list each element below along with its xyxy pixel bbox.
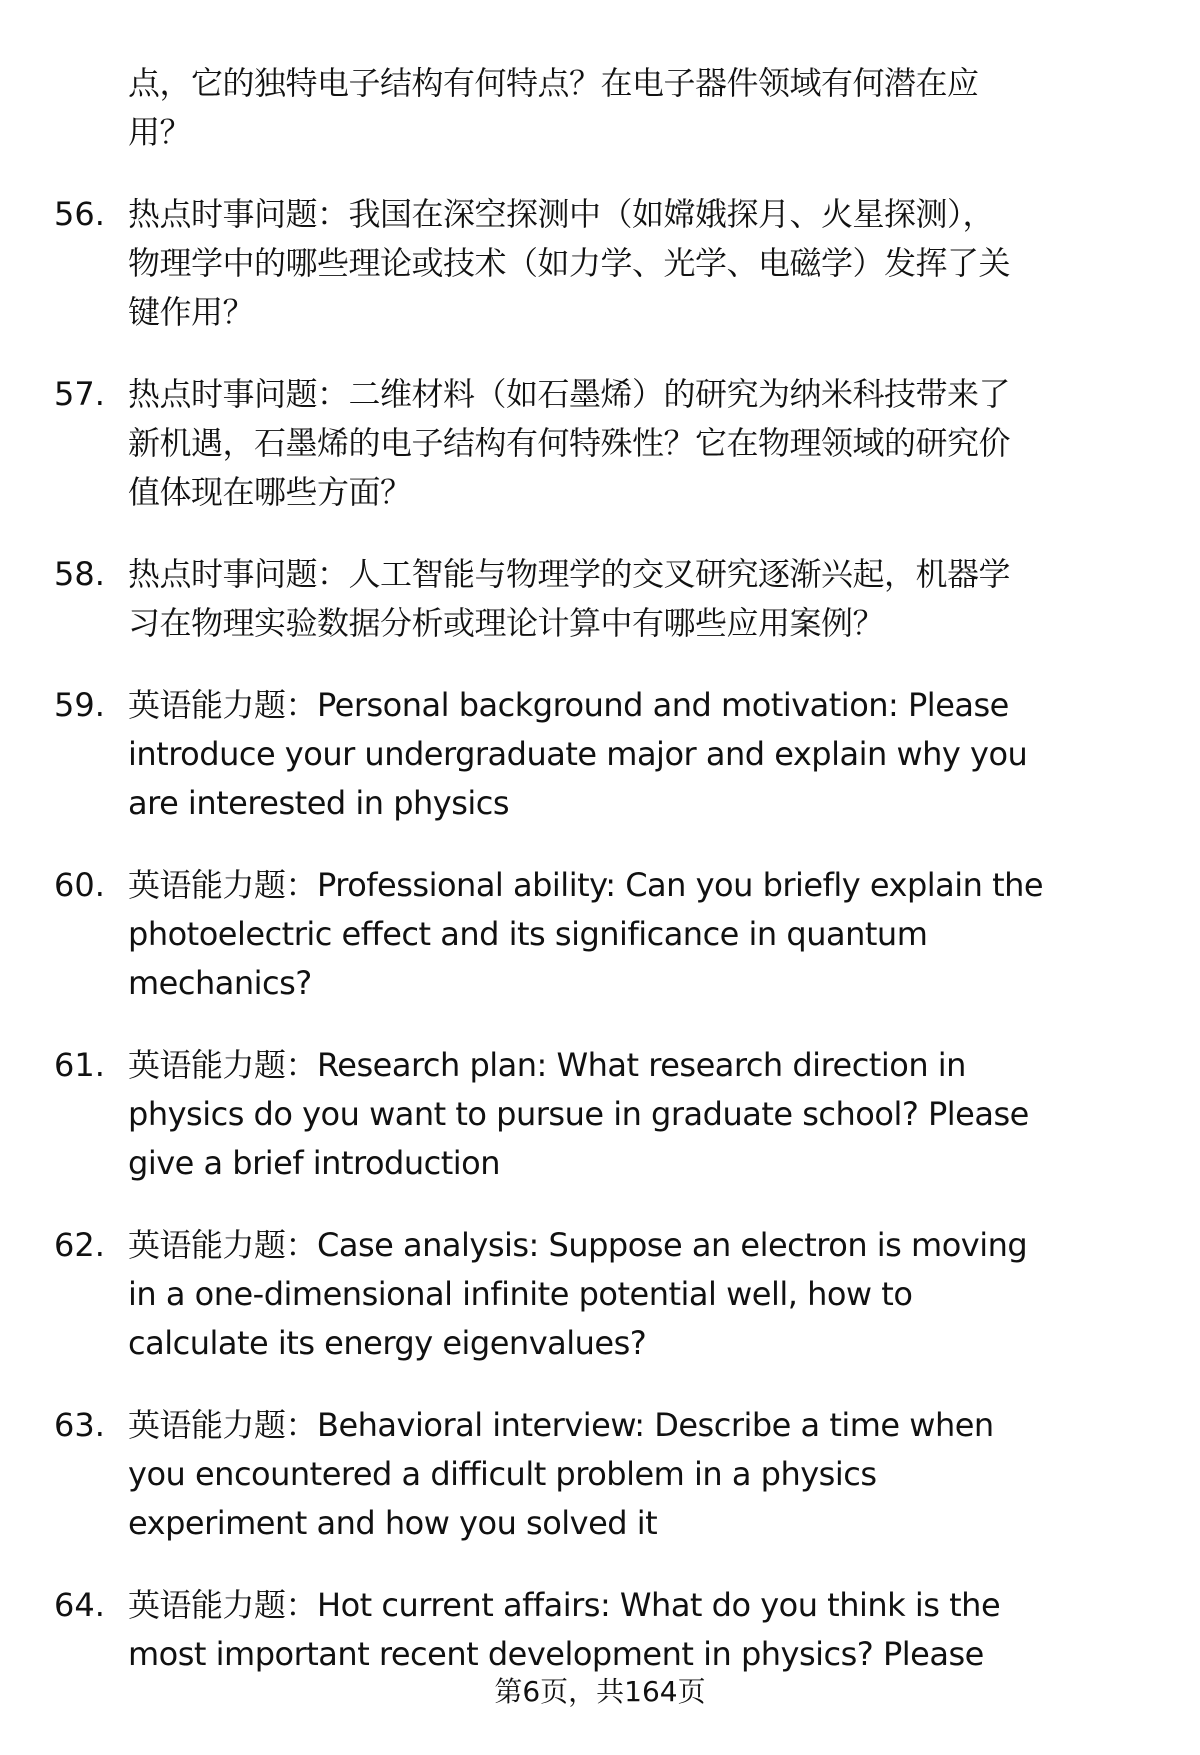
question-line: 热点时事问题：二维材料（如石墨烯）的研究为纳米科技带来了 bbox=[128, 375, 1011, 413]
question-line: calculate its energy eigenvalues? bbox=[128, 1324, 647, 1362]
question-line: in a one-dimensional infinite potential well, how to bbox=[128, 1275, 913, 1313]
question-line: 英语能力题：Case analysis: Suppose an electron is moving bbox=[128, 1226, 1028, 1264]
question-number: 60. bbox=[54, 866, 105, 904]
question-line: most important recent development in physics? Please bbox=[128, 1635, 984, 1673]
question-line: 热点时事问题：人工智能与物理学的交叉研究逐渐兴起，机器学 bbox=[128, 555, 1011, 593]
question-line: give a brief introduction bbox=[128, 1144, 500, 1182]
question-line: 英语能力题：Hot current affairs: What do you think is the bbox=[128, 1586, 1001, 1624]
question-line: 物理学中的哪些理论或技术（如力学、光学、电磁学）发挥了关 bbox=[128, 244, 1011, 282]
question-number: 58. bbox=[54, 555, 105, 593]
question-line: 值体现在哪些方面？ bbox=[128, 473, 412, 511]
question-line: 英语能力题：Personal background and motivation: Please bbox=[128, 686, 1009, 724]
question-line: 用？ bbox=[128, 113, 192, 151]
question-line: experiment and how you solved it bbox=[128, 1504, 658, 1542]
question-number: 59. bbox=[54, 686, 105, 724]
question-number: 64. bbox=[54, 1586, 105, 1624]
question-line: 习在物理实验数据分析或理论计算中有哪些应用案例？ bbox=[128, 604, 885, 642]
question-line: you encountered a difficult problem in a physics bbox=[128, 1455, 877, 1493]
page-number: 第6页，共164页 bbox=[494, 1675, 706, 1708]
question-line: 键作用？ bbox=[128, 293, 255, 331]
question-line: 英语能力题：Behavioral interview: Describe a time when bbox=[128, 1406, 994, 1444]
question-number: 57. bbox=[54, 375, 105, 413]
question-line: are interested in physics bbox=[128, 784, 510, 822]
question-number: 62. bbox=[54, 1226, 105, 1264]
question-line: mechanics? bbox=[128, 964, 312, 1002]
question-line: 新机遇，石墨烯的电子结构有何特殊性？它在物理领域的研究价 bbox=[128, 424, 1011, 462]
question-line: photoelectric effect and its significance in quantum bbox=[128, 915, 928, 953]
question-line: 英语能力题：Research plan: What research direction in bbox=[128, 1046, 966, 1084]
question-line: 热点时事问题：我国在深空探测中（如嫦娥探月、火星探测）， bbox=[128, 195, 995, 233]
question-line: physics do you want to pursue in graduate school? Please bbox=[128, 1095, 1029, 1133]
question-line: 点，它的独特电子结构有何特点？在电子器件领域有何潜在应 bbox=[128, 64, 979, 102]
question-number: 56. bbox=[54, 195, 105, 233]
question-number: 61. bbox=[54, 1046, 105, 1084]
question-number: 63. bbox=[54, 1406, 105, 1444]
question-line: 英语能力题：Professional ability: Can you briefly explain the bbox=[128, 866, 1044, 904]
question-line: introduce your undergraduate major and explain why you bbox=[128, 735, 1028, 773]
